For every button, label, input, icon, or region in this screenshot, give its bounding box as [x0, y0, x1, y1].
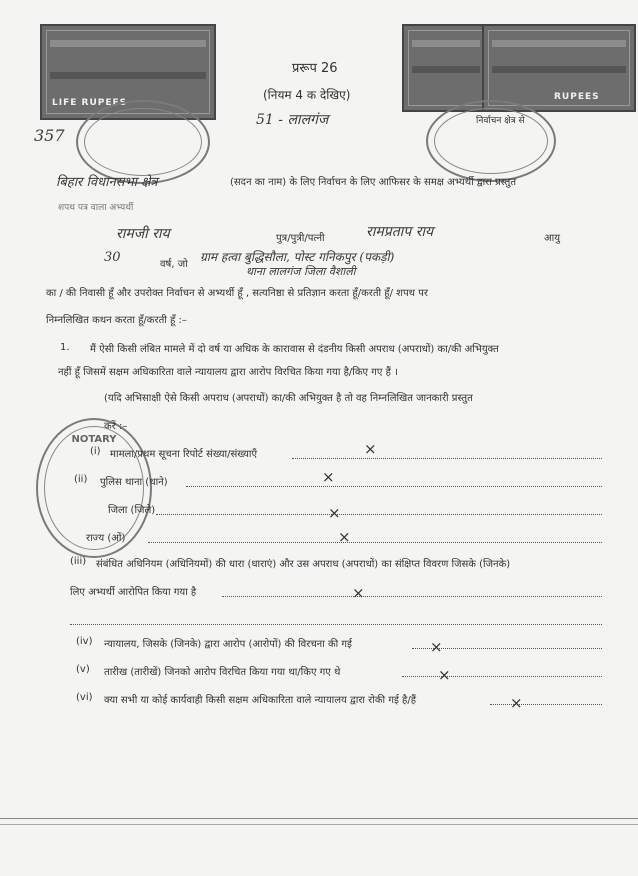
years-label: वर्ष, जो: [160, 259, 188, 270]
item-3-text-1: संबंधित अधिनियम (अधिनियमों) की धारा (धाराएं) और उस अपराध (अपराधों) का संक्षिप्त विवरण जिसके (जिनके): [96, 559, 511, 570]
stamp-right-label: RUPEES: [554, 92, 600, 102]
item-1-line: [292, 458, 602, 459]
item-state-cross: ×: [338, 528, 351, 546]
item-state-line: [148, 542, 602, 543]
age-label: आयु: [544, 233, 561, 244]
section-1-text-3: (यदि अभिसाक्षी ऐसे किसी अपराध (अपराधों) का/की अभियुक्त है तो वह निम्नलिखित जानकारी प्रस्तुत: [104, 393, 473, 404]
item-2-number: (ii): [74, 474, 88, 485]
item-district-label: जिला (जिले): [108, 505, 156, 516]
notary-seal-text: NOTARY: [71, 434, 117, 445]
item-4-cross: ×: [430, 638, 443, 656]
address-line-2: थाना लालगंज जिला वैशाली: [246, 265, 356, 278]
item-3-cross: ×: [352, 584, 365, 602]
section-1-number: 1.: [60, 342, 70, 353]
stamp-left-label: LIFE RUPEES: [52, 98, 128, 108]
scan-edge-line-2: [0, 824, 638, 825]
scan-edge-line-1: [0, 818, 638, 819]
item-6-line: [490, 704, 602, 705]
constituency-handwritten: 51 - लालगंज: [256, 112, 329, 128]
item-5-number: (v): [76, 664, 90, 675]
section-1-text-1: मैं ऐसी किसी लंबित मामले में दो वर्ष या अधिक के कारावास से दंडनीय किसी अपराध (अपराधों) का/की अभियुक्त: [90, 344, 499, 355]
right-fragment: निर्वाचन क्षेत्र से: [476, 116, 525, 126]
item-6-label: क्या सभी या कोई कार्यवाही किसी सक्षम अधिकारिता वाले न्यायालय द्वारा रोकी गई है/हैं: [104, 695, 417, 706]
relation-label: पुत्र/पुत्री/पत्नी: [276, 233, 325, 244]
intro-line-2: शपथ पत्र वाला अभ्यर्थी: [58, 203, 134, 213]
item-3-number: (iii): [70, 556, 87, 567]
section-1-text-4: करें :–: [104, 421, 128, 432]
item-4-label: न्यायालय, जिसके (जिनके) द्वारा आरोप (आरोपों) की विरचना की गई: [104, 639, 352, 650]
item-5-line: [402, 676, 602, 677]
item-district-cross: ×: [328, 504, 341, 522]
house-label: (सदन का नाम) के लिए निर्वाचन के लिए आफिसर के समक्ष अभ्यर्थी द्वारा प्रस्तुत: [230, 177, 517, 188]
stamp-paper-right-1: [402, 24, 490, 112]
item-2-cross: ×: [322, 468, 335, 486]
father-name: रामप्रताप राय: [366, 224, 434, 240]
serial-number: 357: [34, 126, 65, 145]
intro-line-6: निम्नलिखित कथन करता हूँ/करती हूँ :–: [46, 315, 187, 326]
item-6-cross: ×: [510, 694, 523, 712]
form-title: प्ररूप 26: [292, 61, 338, 76]
stamp-paper-right-2: [482, 24, 636, 112]
item-district-line: [156, 514, 602, 515]
house-name-handwritten: बिहार विधानसभा क्षेत्र: [56, 175, 158, 190]
item-1-cross: ×: [364, 440, 377, 458]
item-2-label: पुलिस थाना (थाने): [100, 477, 168, 488]
item-3-line-2: [70, 624, 602, 625]
item-1-number: (i): [90, 446, 101, 457]
age-value: 30: [104, 250, 121, 265]
item-state-label: राज्य (ओं): [86, 533, 126, 544]
item-1-label: मामला/प्रथम सूचना रिपोर्ट संख्या/संख्याएँ: [110, 449, 258, 460]
candidate-name: रामजी राय: [116, 226, 170, 242]
item-2-line: [186, 486, 602, 487]
rule-reference: (नियम 4 क देखिए): [263, 88, 351, 102]
address-line-1: ग्राम हत्वा बुद्धिसौला, पोस्ट गनिकपुर (पकड़ी): [200, 250, 395, 264]
item-3-line-1: [222, 596, 602, 597]
item-6-number: (vi): [76, 692, 93, 703]
item-5-label: तारीख (तारीखें) जिनको आरोप विरचित किया गया था/किए गए थे: [104, 667, 341, 678]
intro-line-5: का / की निवासी हूँ और उपरोक्त निर्वाचन से अभ्यर्थी हूँ , सत्यनिष्ठा से प्रतिज्ञान करता हूँ/करती हूँ/ शपथ पर: [46, 288, 428, 299]
section-1-text-2: नहीं हूँ जिसमें सक्षम अधिकारिता वाले न्यायालय द्वारा आरोप विरचित किया गया है/किए गए हैं ।: [58, 367, 398, 378]
item-3-text-2: लिए अभ्यर्थी आरोपित किया गया है: [70, 587, 197, 598]
item-4-number: (iv): [76, 636, 93, 647]
item-5-cross: ×: [438, 666, 451, 684]
